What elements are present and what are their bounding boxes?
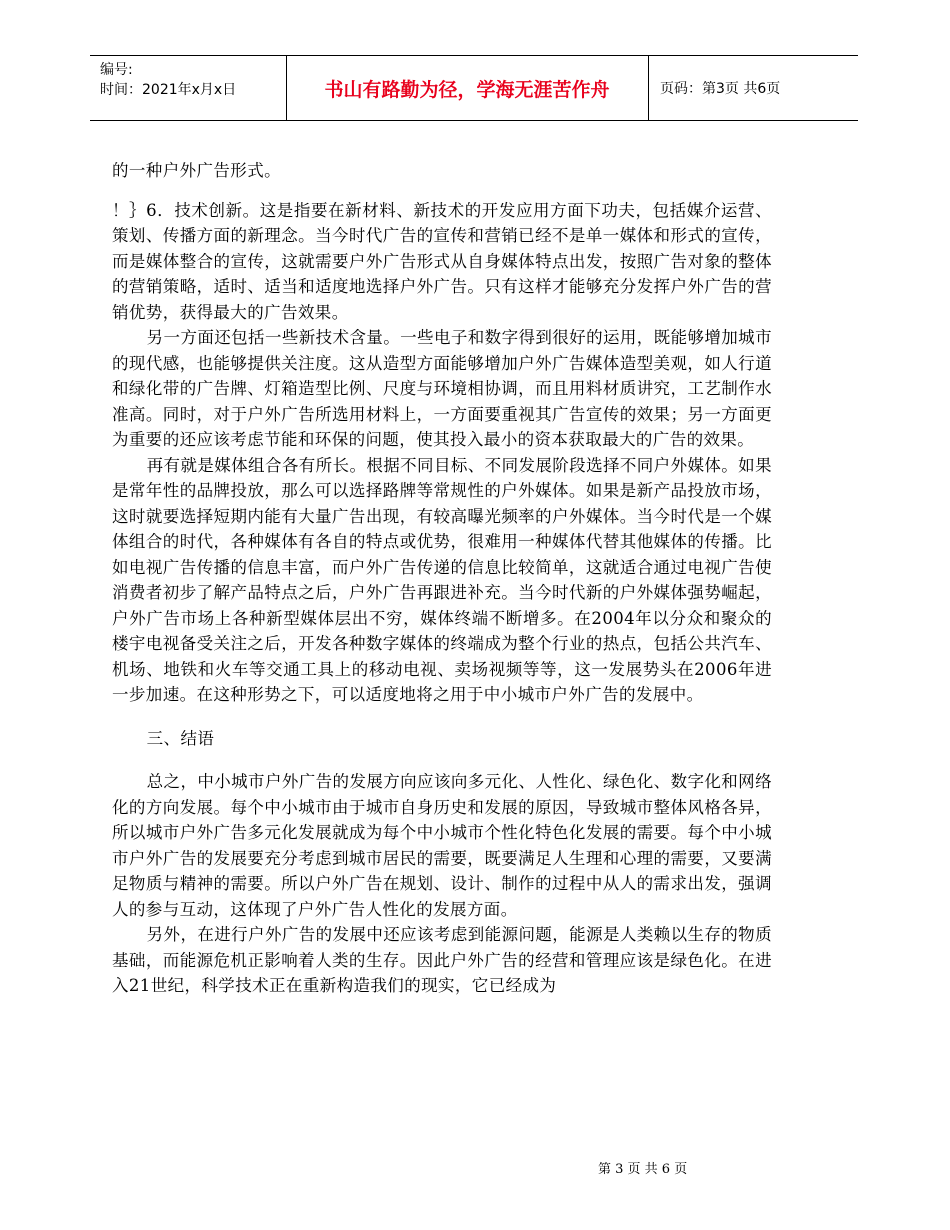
paragraph-continuation: 的一种户外广告形式。 — [112, 161, 281, 180]
document-body — [112, 158, 772, 999]
number-label: 编号: — [100, 62, 133, 78]
header-motto: 书山有路勤为径，学海无涯苦作舟 — [324, 78, 610, 101]
header-meta — [100, 60, 236, 100]
header-divider — [648, 56, 649, 120]
section-heading-conclusion: 三、结语 — [146, 728, 215, 748]
paragraph-media-combination: 再有就是媒体组合各有所长。根据不同目标、不同发展阶段选择不同户外媒体。如果是常年性的品牌投放，那么可以选择路牌等常规性的户外媒体。如果是新产品投放市场，这时就要选择短期内能有大量广告出现，有较高曝光频率的户外媒体。当今时代是一个媒体组合的时代，各种媒体有各自的特点或优势，很难用一种媒体代替其他媒体的传播。比如电视广告传播的信息丰富，而户外广告传递的信息比较简单，这就适合通过电视广告使消费者初步了解产品特点之后，户外广告再跟进补充。当今时代新的户外媒体强势崛起，户外广告市场上各种新型媒体层出不穷，媒体终端不断增多。在2004年以分众和聚众的楼宇电视备受关注之后，开发各种数字媒体的终端成为整个行业的热点，包括公共汽车、机场、地铁和火车等交通工具上的移动电视、卖场视频等等，这一发展势头在2006年进一步加速。在这种形势之下，可以适度地将之用于中小城市户外广告的发展中。 — [112, 455, 772, 704]
time-label: 时间：2021年x月x日 — [100, 82, 237, 98]
page-header — [90, 55, 858, 121]
page-footer: 第 3 页 共 6 页 — [598, 1162, 688, 1177]
paragraph-tech-innovation: ！｝6．技术创新。这是指要在新材料、新技术的开发应用方面下功夫，包括媒介运营、策划、传播方面的新理念。当今时代广告的宣传和营销已经不是单一媒体和形式的宣传，而是媒体整合的宣传，这就需要户外广告形式从自身媒体特点出发，按照广告对象的整体的营销策略，适时、适当和适度地选择户外广告。只有这样才能够充分发挥户外广告的营销优势，获得最大的广告效果。 — [112, 200, 772, 322]
paragraph-new-tech: 另一方面还包括一些新技术含量。一些电子和数字得到很好的运用，既能够增加城市的现代感，也能够提供关注度。这从造型方面能够增加户外广告媒体造型美观，如人行道和绿化带的广告牌、灯箱造型比例、尺度与环境相协调，而且用料材质讲究，工艺制作水准高。同时，对于户外广告所选用材料上，一方面要重视其广告宣传的效果；另一方面更为重要的还应该考虑节能和环保的问题，使其投入最小的资本获取最大的广告的效果。 — [112, 328, 772, 449]
paragraph-conclusion: 总之，中小城市户外广告的发展方向应该向多元化、人性化、绿色化、数字化和网络化的方向发展。每个中小城市由于城市自身历史和发展的原因，导致城市整体风格各异，所以城市户外广告多元化发展就成为每个中小城市个性化特色化发展的需要。每个中小城市户外广告的发展要充分考虑到城市居民的需要，既要满足人生理和心理的需要，又要满足物质与精神的需要。所以户外广告在规划、设计、制作的过程中从人的需求出发，强调人的参与互动，这体现了户外广告人性化的发展方面。 — [112, 772, 772, 919]
paragraph-energy: 另外，在进行户外广告的发展中还应该考虑到能源问题，能源是人类赖以生存的物质基础，而能源危机正影响着人类的生存。因此户外广告的经营和管理应该是绿色化。在进入21世纪，科学技术正在重新构造我们的现实，它已经成为 — [112, 925, 772, 995]
header-page-info: 页码：第3页 共6页 — [660, 81, 781, 97]
